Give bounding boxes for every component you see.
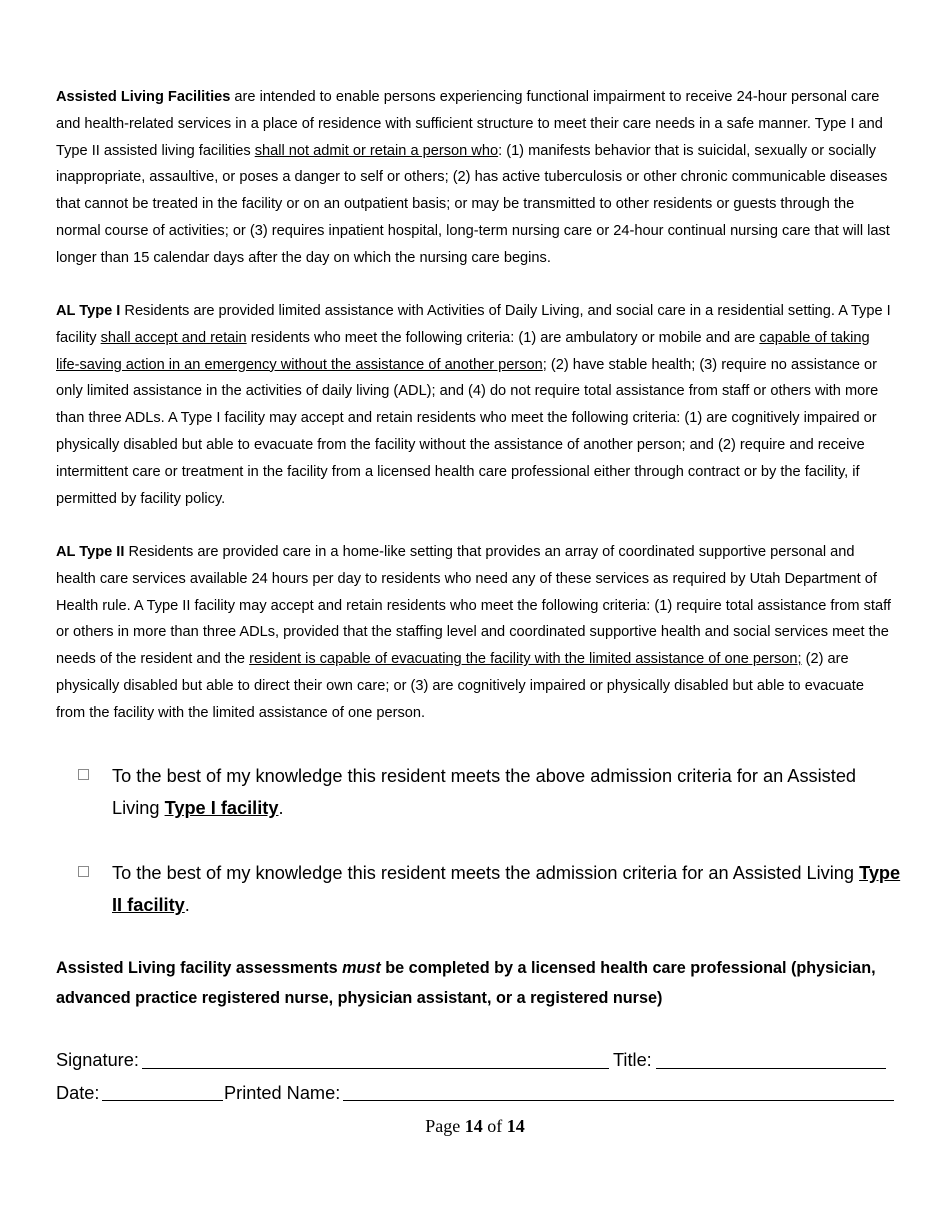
signature-label: Signature: [56,1050,139,1070]
paragraph-text: Residents are provided limited assistance with Activities of Daily Living, and social care in a residential setting. A Type I facility [56,303,891,346]
title-line[interactable] [656,1068,886,1069]
paragraph-heading: AL Type II [56,544,125,560]
checkbox-label-end: . [278,798,284,818]
signature-line[interactable] [142,1068,609,1069]
paragraph-text: : (1) manifests behavior that is suicidal, sexually or socially inappropriate, assaultive, or poses a danger to self or others; (2) has active tuberculosis or other chronic communicable diseases that cannot be treated in the facility or on an outpatient basis; or may be transmitted to other residents or guests through the normal course of activities; or (3) requires inpatient hospital, long-term nursing care or 24-hour continual nursing care that will last longer than 15 calendar days after the day on which the nursing care begins. [56,142,890,266]
checkbox-label-text: To the best of my knowledge this resident meets the above admission criteria for an Assisted Living [112,766,857,818]
page-number-footer [0,1114,950,1138]
al-type-ii-paragraph [56,539,896,727]
date-line[interactable] [102,1100,223,1101]
checkbox-label-text: To the best of my knowledge this resident meets the admission criteria for an Assisted Living [112,863,860,883]
notice-text: be completed by a licensed health care professional (physician, advanced practice registered nurse, physician assistant, or a registered nurse) [56,959,876,1007]
checkbox-label-end: . [184,895,190,915]
type-i-checkbox[interactable] [78,769,89,780]
assisted-living-facilities-paragraph [56,84,896,272]
type-ii-facility-label: Type II facility [112,863,901,915]
underlined-text: shall not admit or retain a person who [254,142,499,159]
type-ii-checkbox[interactable] [78,866,89,877]
checkbox-label [112,760,902,824]
date-label: Date: [56,1083,100,1103]
checkbox-label [112,857,902,921]
current-page: 14 [464,1116,483,1136]
underlined-text: resident is capable of evacuating the facility with the limited assistance of one person; [249,651,802,668]
printed-name-line[interactable] [343,1100,894,1101]
paragraph-heading: Assisted Living Facilities [56,89,231,105]
al-type-i-paragraph [56,298,896,512]
total-pages: 14 [506,1116,525,1136]
paragraph-text: ; (2) have stable health; (3) require no assistance or only limited assistance in the activities of daily living (ADL); and (4) do not require total assistance from staff or others with more than three ADLs. A Type I facility may accept and retain residents who meet the following criteria: (1) are cognitively impaired or physically disabled but able to evacuate from the facility without the assistance of another person; and (2) require and receive intermittent care or treatment in the facility from a licensed health care professional either through contract or by the facility, if permitted by facility policy. [56,356,879,507]
underlined-text: capable of taking life-saving action in an emergency without the assistance of another person [56,329,870,373]
paragraph-text: Residents are provided care in a home-like setting that provides an array of coordinated supportive personal and health care services available 24 hours per day to residents who need any of these services as required by Utah Department of Health rule. A Type II facility may accept and retain residents who meet the following criteria: (1) require total assistance from staff or others in more than three ADLs, provided that the staffing level and coordinated supportive health and social services meet the needs of the resident and the [56,544,891,668]
title-label: Title: [613,1050,652,1070]
assessment-notice [56,953,906,1013]
paragraph-text: residents who meet the following criteria: (1) are ambulatory or mobile and are [246,329,760,346]
page-label: Page [425,1116,465,1136]
paragraph-heading: AL Type I [56,303,121,319]
underlined-text: shall accept and retain [100,329,247,346]
paragraph-text: (2) are physically disabled but able to direct their own care; or (3) are cognitively impaired or physically disabled but able to evacuate from the facility with the limited assistance of one person. [56,651,864,721]
type-i-facility-label: Type I facility [164,798,279,818]
printed-name-label: Printed Name: [224,1083,341,1103]
of-label: of [482,1116,507,1136]
notice-text: Assisted Living facility assessments [56,959,343,977]
notice-emphasis: must [342,959,381,977]
paragraph-text: are intended to enable persons experiencing functional impairment to receive 24-hour personal care and health-related services in a place of residence with sufficient structure to meet their care needs in a safe manner. Type I and Type II assisted living facilities [56,89,883,159]
